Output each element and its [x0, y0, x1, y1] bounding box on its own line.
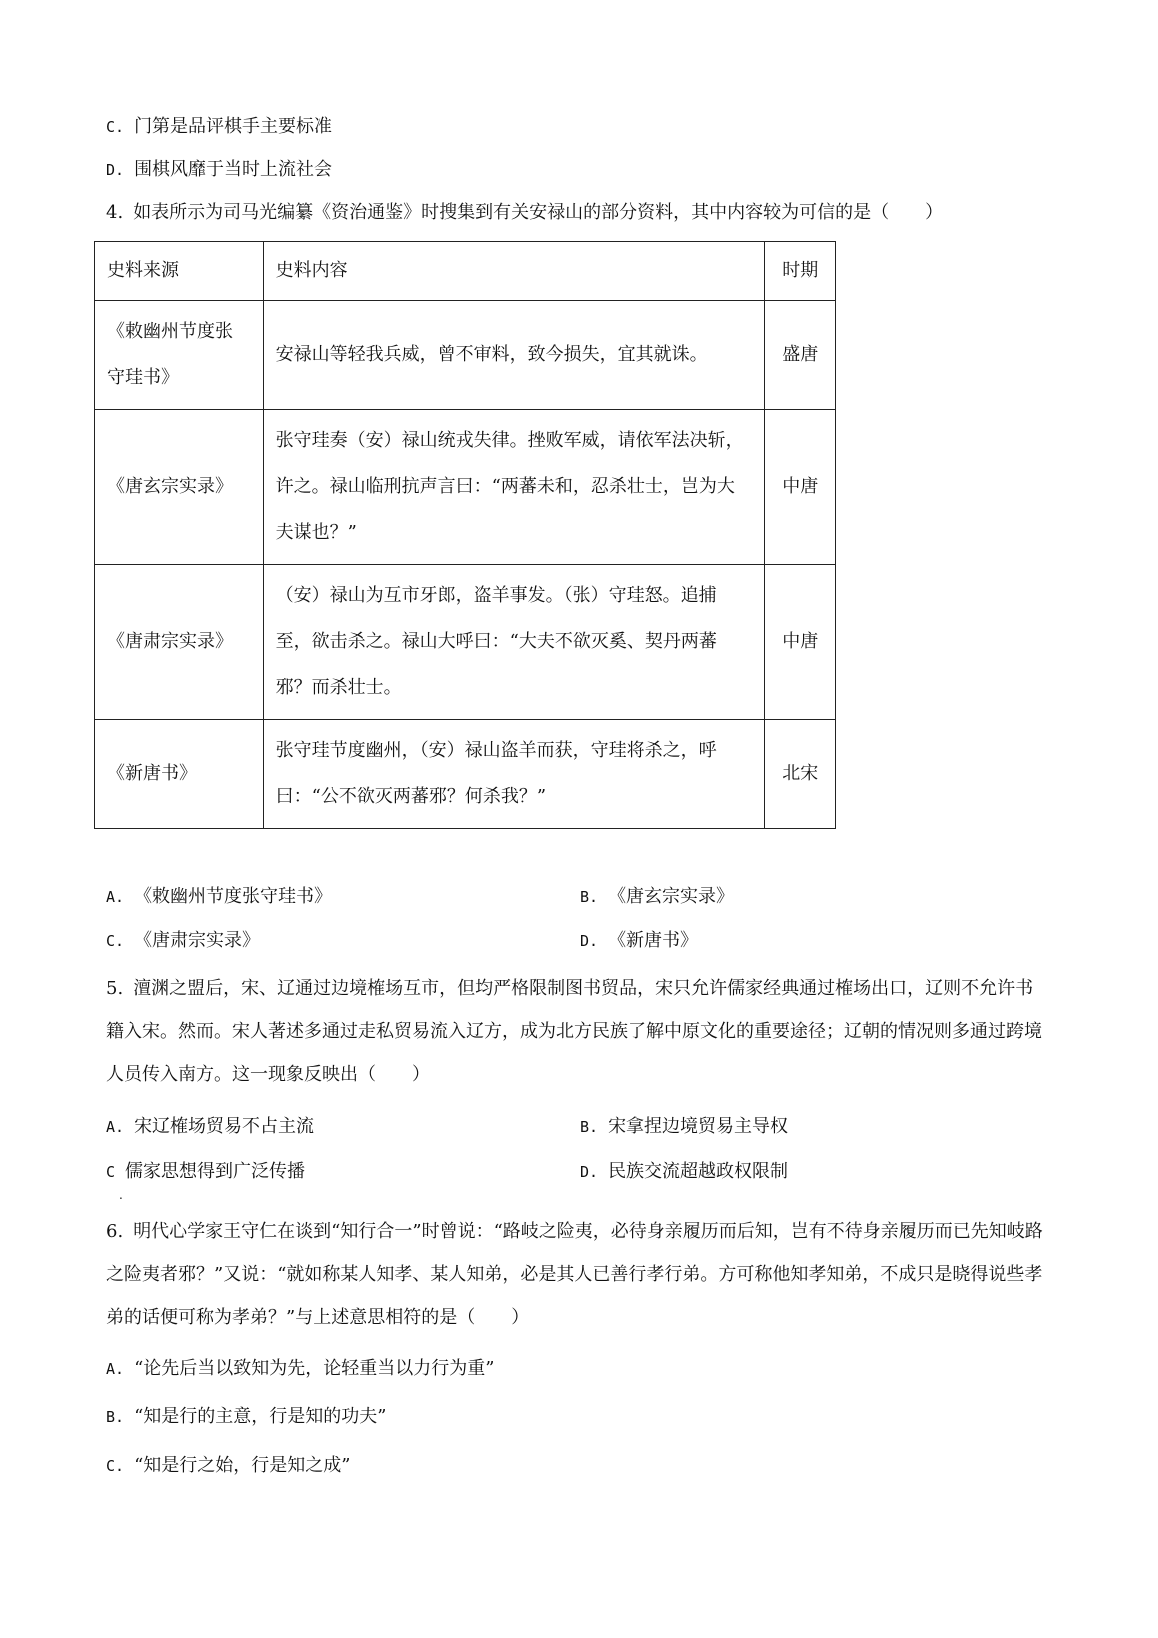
cell-period: 中唐	[765, 565, 836, 720]
cell-content: 安禄山等轻我兵威，曾不审料，致今损失，宜其就诛。	[263, 301, 765, 410]
option-text: 民族交流超越政权限制	[608, 1161, 789, 1182]
cell-content: 张守珪节度幽州，（安）禄山盗羊而获，守珪将杀之，呼曰：“公不欲灭两蕃邪？何杀我？”	[263, 720, 765, 829]
option-text: 宋辽榷场贸易不占主流	[134, 1116, 315, 1137]
cell-period: 中唐	[765, 410, 836, 565]
q5-option-d[interactable]	[580, 1160, 788, 1184]
option-text: “知是行之始，行是知之成”	[134, 1455, 351, 1476]
table-row	[95, 565, 836, 720]
option-text: 儒家思想得到广泛传播	[125, 1161, 306, 1182]
question-number: 5.	[106, 978, 124, 999]
header-source: 史料来源	[95, 242, 264, 301]
cell-content: （安）禄山为互市牙郎，盗羊事发。（张）守珪怒。追捕至，欲击杀之。禄山大呼曰：“大夫不欲灭奚、契丹两蕃邪？而杀壮士。	[263, 565, 765, 720]
source-table	[94, 241, 836, 829]
option-letter: A.	[106, 888, 125, 906]
q5-option-c[interactable]	[106, 1160, 305, 1184]
header-period: 时期	[765, 242, 836, 301]
table-row	[95, 301, 836, 410]
q3-option-c	[106, 115, 332, 139]
option-text: 围棋风靡于当时上流社会	[134, 159, 333, 180]
option-letter: D.	[106, 161, 125, 179]
question-text: 澶渊之盟后，宋、辽通过边境榷场互市，但均严格限制图书贸品，宋只允许儒家经典通过榷场出口，辽则不允许书籍入宋。然而。宋人著述多通过走私贸易流入辽方，成为北方民族了解中原文化的重要途径；辽朝的情况则多通过跨境人员传入南方。这一现象反映出（ ）	[106, 978, 1042, 1085]
table-row	[95, 410, 836, 565]
option-text: 《唐玄宗实录》	[608, 886, 735, 907]
cell-source: 《敕幽州节度张守珪书》	[95, 301, 264, 410]
stray-mark: .	[119, 1188, 123, 1202]
header-content: 史料内容	[263, 242, 765, 301]
option-letter: D.	[580, 932, 599, 950]
cell-source: 《唐肃宗实录》	[95, 565, 264, 720]
q4-option-a[interactable]	[106, 885, 332, 909]
option-letter: C.	[106, 1457, 125, 1475]
cell-period: 盛唐	[765, 301, 836, 410]
table-header-row	[95, 242, 836, 301]
option-letter: B.	[106, 1408, 125, 1426]
option-letter: D.	[580, 1163, 599, 1181]
question-text: 如表所示为司马光编纂《资治通鉴》时搜集到有关安禄山的部分资料，其中内容较为可信的是（ ）	[133, 202, 944, 223]
option-letter: C.	[106, 932, 125, 950]
q6-option-b[interactable]	[106, 1405, 386, 1429]
option-letter: B.	[580, 1118, 599, 1136]
question-number: 4.	[106, 202, 124, 223]
q6-option-c[interactable]	[106, 1454, 350, 1478]
cell-period: 北宋	[765, 720, 836, 829]
cell-source: 《新唐书》	[95, 720, 264, 829]
q5-option-a[interactable]	[106, 1115, 314, 1139]
q6-option-a[interactable]	[106, 1357, 494, 1381]
option-text: 门第是品评棋手主要标准	[134, 116, 333, 137]
question-text: 明代心学家王守仁在谈到“知行合一”时曾说：“路岐之险夷，必待身亲履历而后知，岂有不待身亲履历而已先知岐路之险夷者邪？”又说：“就如称某人知孝、某人知弟，必是其人已善行孝行弟。方可称他知孝知弟，不成只是晓得说些孝弟的话便可称为孝弟？”与上述意思相符的是（ ）	[106, 1221, 1043, 1328]
option-text: “知是行的主意，行是知的功夫”	[134, 1406, 387, 1427]
cell-source: 《唐玄宗实录》	[95, 410, 264, 565]
q4-stem	[106, 201, 943, 225]
q4-option-c[interactable]	[106, 929, 260, 953]
q3-option-d	[106, 158, 332, 182]
option-letter: C.	[106, 118, 125, 136]
option-letter: A.	[106, 1360, 125, 1378]
q5-stem	[106, 967, 1046, 1096]
option-text: 宋拿捏边境贸易主导权	[608, 1116, 789, 1137]
option-letter: A.	[106, 1118, 125, 1136]
option-text: 《新唐书》	[608, 930, 699, 951]
option-letter: B.	[580, 888, 599, 906]
option-text: “论先后当以致知为先，论轻重当以力行为重”	[134, 1358, 495, 1379]
question-number: 6.	[106, 1221, 124, 1242]
table-row	[95, 720, 836, 829]
q5-option-b[interactable]	[580, 1115, 788, 1139]
q6-stem	[106, 1210, 1046, 1339]
option-text: 《敕幽州节度张守珪书》	[134, 886, 333, 907]
q4-option-d[interactable]	[580, 929, 698, 953]
option-text: 《唐肃宗实录》	[134, 930, 261, 951]
cell-content: 张守珪奏（安）禄山统戎失律。挫败军威，请依军法决斩，许之。禄山临刑抗声言曰：“两蕃未和，忍杀壮士，岂为大夫谋也？”	[263, 410, 765, 565]
q4-option-b[interactable]	[580, 885, 734, 909]
option-letter: C	[106, 1163, 116, 1181]
